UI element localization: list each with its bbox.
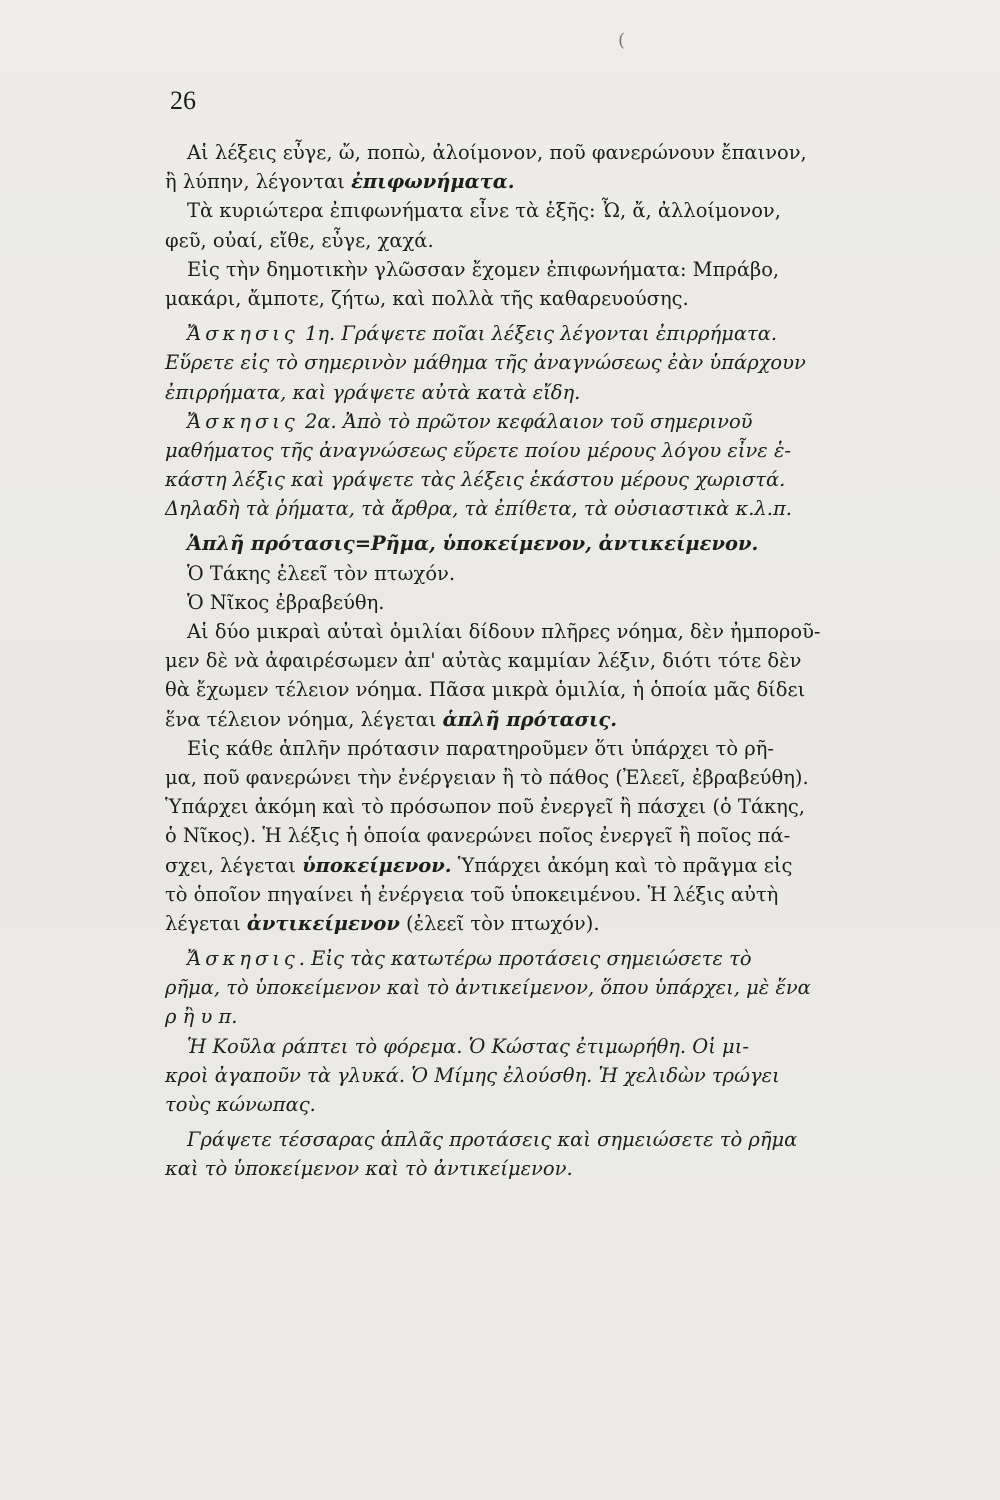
text-segment: Ὑπάρχει ἀκόμη καὶ τὸ πρᾶγμα εἰς — [451, 853, 793, 877]
text-segment: Αἱ λέξεις εὖγε, ὤ, ποπὼ, ἀλοίμονον, ποῦ φανερώνουν ἔπαινον, — [187, 141, 807, 164]
text-line — [165, 944, 960, 973]
text-line — [165, 880, 960, 909]
text-line — [165, 465, 960, 494]
text-line — [165, 529, 960, 558]
text-line — [165, 646, 960, 675]
text-segment: μεν δὲ νὰ ἀφαιρέσωμεν ἀπ' αὐτὰς καμμίαν λέξιν, διότι τότε δὲν — [165, 649, 802, 673]
text-segment: ἐπιρρήματα, καὶ γράψετε αὐτὰ κατὰ εἴδη. — [165, 380, 581, 404]
margin-mark: ( — [618, 30, 626, 51]
text-segment: κροὶ ἀγαποῦν τὰ γλυκά. Ὁ Μίμης ἐλούσθη. Ἡ χελιδὼν τρώγει — [165, 1063, 780, 1087]
text-segment: Ἄσκησις — [187, 409, 299, 433]
text-line — [165, 494, 960, 523]
text-segment: μαθήματος τῆς ἀναγνώσεως εὕρετε ποίου μέρους λόγου εἶνε ἑ- — [165, 438, 791, 462]
text-line — [165, 378, 960, 407]
text-segment: Ὁ Τάκης ἐλεεῖ τὸν πτωχόν. — [187, 561, 456, 585]
text-line — [165, 138, 960, 167]
text-line — [165, 167, 960, 196]
text-line — [165, 319, 960, 348]
page-number: 26 — [170, 86, 196, 115]
text-segment: Αἱ δύο μικραὶ αὐταὶ ὁμιλίαι δίδουν πλῆρες νόημα, δὲν ἠμποροῦ- — [187, 620, 821, 643]
text-segment: κάστη λέξις καὶ γράψετε τὰς λέξεις ἑκάστου μέρους χωριστά. — [165, 468, 786, 492]
text-line — [165, 617, 960, 646]
text-segment: μα, ποῦ φανερώνει τὴν ἐνέργειαν ἢ τὸ πάθος (Ἐλεεῖ, ἐβραβεύθη). — [165, 765, 809, 789]
text-segment: (ἐλεεῖ τὸν πτωχόν). — [399, 911, 600, 935]
text-line — [165, 1154, 960, 1183]
text-segment: Εἰς τὴν δημοτικὴν γλῶσσαν ἔχομεν ἐπιφωνήματα: Μπράβο, — [187, 257, 780, 281]
text-segment: Ἁπλῆ πρότασις=Ρῆμα, ὑποκείμενον, ἀντικείμενον. — [187, 532, 759, 556]
text-line — [165, 1002, 960, 1031]
text-segment: ρῆμα, τὸ ὑποκείμενον καὶ τὸ ἀντικείμενον, ὅπου ὑπάρχει, μὲ ἕνα — [165, 976, 811, 1000]
text-line — [165, 821, 960, 850]
text-line — [165, 973, 960, 1002]
text-line — [165, 1032, 960, 1061]
body-text — [165, 138, 960, 1184]
text-line — [165, 1090, 960, 1119]
text-line — [165, 348, 960, 377]
text-line — [165, 588, 960, 617]
text-segment: τὸ ὁποῖον πηγαίνει ἡ ἐνέργεια τοῦ ὑποκειμένου. Ἡ λέξις αὐτὴ — [165, 882, 779, 906]
text-line — [165, 909, 960, 938]
text-segment: φεῦ, οὐαί, εἴθε, εὖγε, χαχά. — [165, 228, 434, 252]
text-segment: Γράψετε τέσσαρας ἁπλᾶς προτάσεις καὶ σημειώσετε τὸ ρῆμα — [187, 1128, 798, 1152]
text-line — [165, 284, 960, 313]
text-line — [165, 851, 960, 880]
text-segment: Ὑπάρχει ἀκόμη καὶ τὸ πρόσωπον ποῦ ἐνεργεῖ ἢ πάσχει (ὁ Τάκης, — [165, 795, 805, 819]
text-line — [165, 1061, 960, 1090]
text-line — [165, 407, 960, 436]
text-line — [165, 196, 960, 225]
text-segment: θὰ ἔχωμεν τέλειον νόημα. Πᾶσα μικρὰ ὁμιλία, ἡ ὁποία μᾶς δίδει — [165, 678, 806, 702]
text-segment: Εἰς κάθε ἁπλῆν πρότασιν παρατηροῦμεν ὅτι ὑπάρχει τὸ ρῆ- — [187, 736, 774, 760]
text-line — [165, 705, 960, 734]
text-line — [165, 559, 960, 588]
text-segment: Ἄσκησις — [187, 947, 299, 971]
text-segment: Δηλαδὴ τὰ ῥήματα, τὰ ἄρθρα, τὰ ἐπίθετα, τὰ οὐσιαστικὰ κ.λ.π. — [165, 497, 792, 521]
text-segment: ἐπιφωνήματα. — [351, 170, 515, 194]
text-line — [165, 675, 960, 704]
text-segment: Εὕρετε εἰς τὸ σημερινὸν μάθημα τῆς ἀναγνώσεως ἐὰν ὑπάρχουν — [165, 351, 806, 375]
text-segment: σχει, λέγεται — [165, 853, 303, 877]
text-segment: λέγεται — [165, 911, 247, 935]
text-segment: Ὁ Νῖκος ἐβραβεύθη. — [187, 590, 385, 614]
text-line — [165, 734, 960, 763]
text-segment: Ἡ Κοῦλα ράπτει τὸ φόρεμα. Ὁ Κώστας ἐτιμωρήθη. Οἱ μι- — [187, 1034, 749, 1058]
text-segment: ρ ἢ υ π. — [165, 1005, 238, 1029]
text-line — [165, 436, 960, 465]
text-segment: 2α. Ἀπὸ τὸ πρῶτον κεφάλαιον τοῦ σημερινοῦ — [298, 409, 753, 433]
text-segment: καὶ τὸ ὑποκείμενον καὶ τὸ ἀντικείμενον. — [165, 1157, 573, 1181]
text-segment: μακάρι, ἄμποτε, ζήτω, καὶ πολλὰ τῆς καθαρευούσης. — [165, 286, 689, 310]
text-line — [165, 763, 960, 792]
text-line — [165, 255, 960, 284]
text-segment: ὁ Νῖκος). Ἡ λέξις ἡ ὁποία φανερώνει ποῖος ἐνεργεῖ ἢ ποῖος πά- — [165, 824, 791, 848]
text-segment: ἀντικείμενον — [246, 911, 400, 935]
text-segment: ἢ λύπην, λέγονται — [165, 170, 352, 194]
text-segment: ἁπλῆ πρότασις. — [442, 707, 618, 731]
text-segment: ἕνα τέλειον νόημα, λέγεται — [165, 707, 443, 731]
text-segment: Ἄσκησις — [187, 322, 299, 346]
text-segment: Τὰ κυριώτερα ἐπιφωνήματα εἶνε τὰ ἑξῆς: Ὦ, ἄ, ἀλλοίμονον, — [187, 199, 781, 223]
text-line — [165, 1125, 960, 1154]
text-line — [165, 792, 960, 821]
text-segment: ὑποκείμενον. — [302, 853, 452, 877]
text-segment: 1η. Γράψετε ποῖαι λέξεις λέγονται ἐπιρρήματα. — [298, 322, 778, 346]
text-segment: τοὺς κώνωπας. — [165, 1093, 316, 1116]
text-line — [165, 226, 960, 255]
text-segment: . Εἰς τὰς κατωτέρω προτάσεις σημειώσετε τὸ — [298, 947, 752, 971]
